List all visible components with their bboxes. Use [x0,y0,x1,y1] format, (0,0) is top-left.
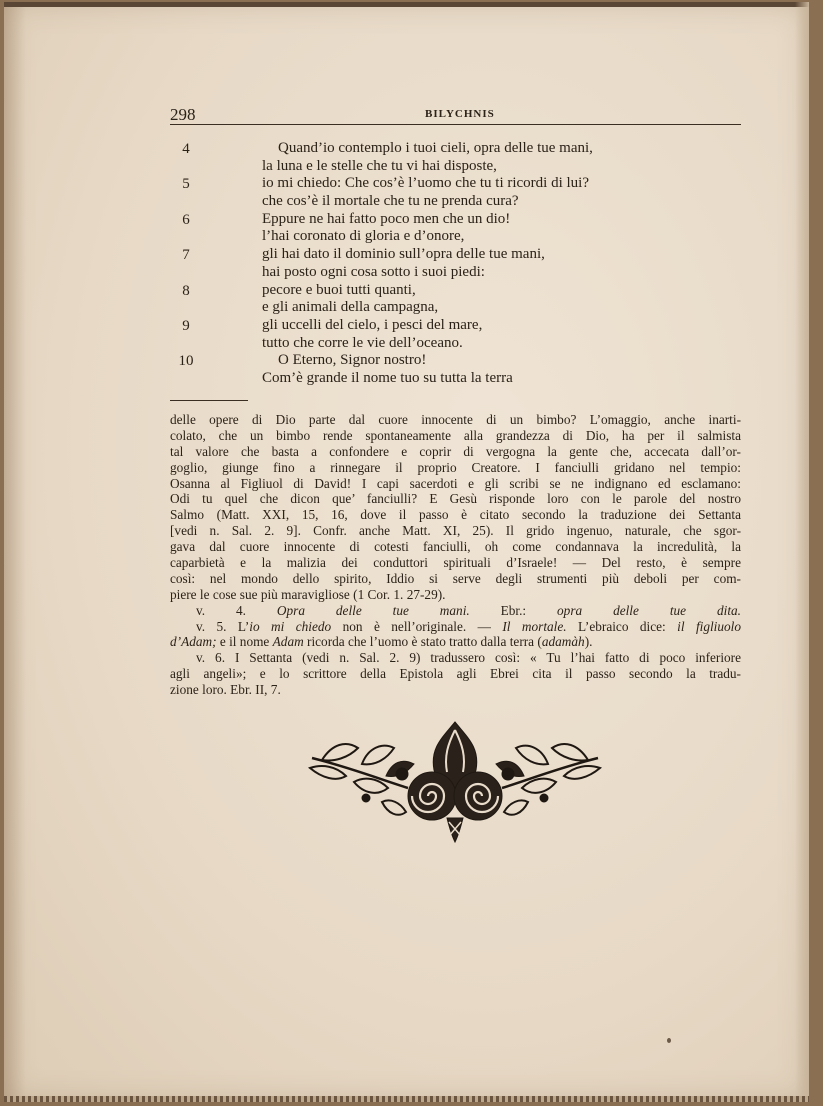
psalm-line-text: O Eterno, Signor nostro! [278,352,427,369]
verse-number: 8 [182,282,190,299]
verse-number: 5 [182,176,190,193]
note-verse-6-line: zione loro. Ebr. II, 7. [170,682,281,698]
psalm-line [170,140,690,158]
psalm-line-text: Com’è grande il nome tuo su tutta la terra [262,369,513,386]
verse-number: 6 [182,211,190,228]
psalm-line [170,158,690,176]
psalm-line [170,282,690,300]
psalm-line-text: Eppure ne hai fatto poco men che un dio! [262,210,511,227]
psalm-line [170,264,690,282]
psalm-line [170,370,690,388]
commentary-line: Osanna al Figliuol di David! I capi sacerdoti e gli scribi se ne indignano ed esclamano: [170,475,741,491]
psalm-verses [170,140,690,388]
note-verse-6-line: v. 6. I Settanta (vedi n. Sal. 2. 9) tradussero così: « Tu l’hai fatto di poco inferiore [196,650,741,666]
psalm-line-text: l’hai coronato di gloria e d’onore, [262,228,465,245]
psalm-line-text: io mi chiedo: Che cos’è l’uomo che tu ti ricordi di lui? [262,175,590,192]
note-verse-5-line: d’Adam; e il nome Adam ricorda che l’uomo è stato tratto dalla terra (adamàh). [170,634,593,650]
commentary-line: delle opere di Dio parte dal cuore innocente di un bimbo? L’omaggio, anche inarti- [170,412,741,427]
commentary-line: colato, che un bimbo rende spontaneamente alla grandezza di Dio, ha per il salmista [170,427,741,443]
psalm-line-text: tutto che corre le vie dell’oceano. [262,334,463,351]
floral-tailpiece-icon [302,718,608,846]
psalm-line-text: gli hai dato il dominio sull’opra delle tue mani, [262,246,545,263]
header-rule [170,124,741,125]
psalm-line [170,352,690,370]
psalm-line [170,193,690,211]
verse-number: 10 [178,353,194,370]
verse-number: 9 [182,317,190,334]
psalm-line-text: e gli animali della campagna, [262,299,439,316]
commentary-line: Salmo (Matt. XXI, 15, 16, dove il passo è citato secondo la traduzione dei Settanta [170,507,741,523]
psalm-line-text: hai posto ogni cosa sotto i suoi piedi: [262,263,485,280]
psalm-line-text: Quand’io contemplo i tuoi cieli, opra delle tue mani, [278,140,593,156]
running-header [170,105,741,125]
page-spine-shadow [4,2,26,1102]
paper-speck [667,1038,671,1043]
note-verse-5-line: v. 5. L’io mi chiedo non è nell’originale. — Il mortale. L’ebraico dice: il figliuolo [196,618,741,634]
note-verse-4: v. 4. Opra delle tue mani. Ebr.: opra delle tue dita. [196,602,741,618]
page-right-edge [795,2,809,1102]
page-bottom-edge [4,1096,809,1102]
running-title: BILYCHNIS [425,108,495,120]
psalm-line-text: gli uccelli del cielo, i pesci del mare, [262,316,483,333]
page-top-edge [4,2,809,7]
footnote-separator-rule [170,400,248,401]
commentary-line: caparbietà e la malizia dei conduttori spirituali d’Israele! — Del resto, è sempre [170,555,741,571]
commentary-line: tal valore che basta a confondere e coprir di vergogna la gente che, accecata dall’or- [170,443,741,459]
psalm-line [170,211,690,229]
commentary-line: così: nel mondo dello spirito, Iddio si serve degli strumenti più deboli per com- [170,570,741,586]
psalm-line-text: pecore e buoi tutti quanti, [262,281,416,298]
commentary-line: piere le cose sue più maravigliose (1 Cor. 1. 27-29). [170,586,446,602]
psalm-line-text: che cos’è il mortale che tu ne prenda cura? [262,193,519,210]
page-number: 298 [170,105,196,124]
commentary-line: Odi tu quel che dicon que’ fanciulli? E Gesù risponde loro con le parole del nostro [170,491,741,507]
psalm-line-text: la luna e le stelle che tu vi hai disposte, [262,157,497,174]
commentary-line: [vedi n. Sal. 2. 9]. Confr. anche Matt. XI, 25). Il grido ingenuo, naturale, che sgor- [170,523,741,539]
psalm-line [170,228,690,246]
book-page [4,2,809,1102]
psalm-line [170,317,690,335]
verse-number: 7 [182,247,190,264]
commentary-notes [170,412,741,698]
commentary-line: goglio, giunge fino a rinnegare il proprio Creatore. I fanciulli gridano nel tempio: [170,459,741,475]
psalm-line [170,246,690,264]
commentary-line: gava dal cuore innocente di cotesti fanciulli, oh come condannava la incredulità, la [170,539,741,555]
psalm-line [170,175,690,193]
psalm-line [170,335,690,353]
verse-number: 4 [182,141,190,157]
note-verse-6-line: agli angeli»; e lo scrittore della Epistola agli Ebrei cita il passo secondo la tradu- [170,666,741,682]
psalm-line [170,299,690,317]
